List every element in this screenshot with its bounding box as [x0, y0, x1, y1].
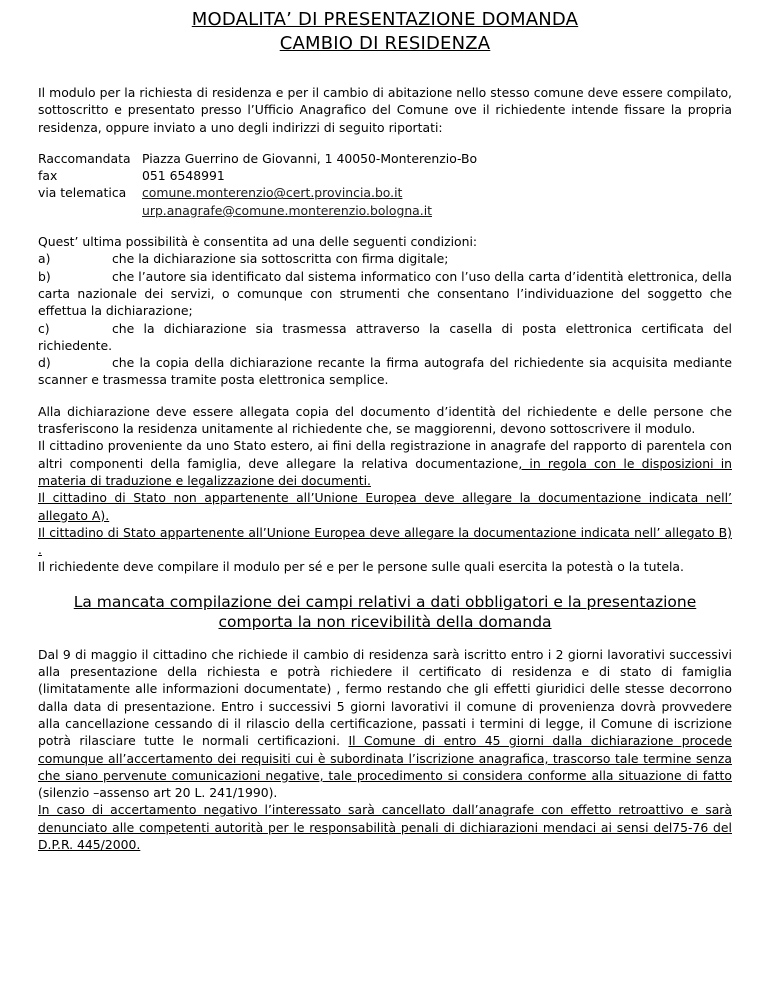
mandatory-notice [38, 592, 732, 632]
final-paragraph: Dal 9 di maggio il cittadino che richiede il cambio di residenza sarà iscritto entro i 2 giorni lavorativi successivi alla presentazione della richiesta e potrà richiedere il certificato di residenza e di stato di famiglia (limitatamente alle informazioni documentate) , fermo restando che gli effetti giuridici delle stesse decorrono dalla data di presentazione. Entro i successivi 5 giorni lavorativi il comune di provenienza dovrà provvedere alla cancellazione cessando di il rilascio della certificazione, passati i termini di legge, il Comune di iscrizione potrà rilasciare tutte le normali certificazioni. Il Comune di entro 45 giorni dalla dichiarazione procede comunque all’accertamento dei requisiti cui è subordinata l’iscrizione anagrafica, trascorso tale termine senza che siano pervenute comunicazioni negative, tale procedimento si considera conforme alla situazione di fatto (silenzio –assenso art 20 L. 241/1990). [38, 646, 732, 801]
conditions-intro: Quest’ ultima possibilità è consentita ad una delle seguenti condizioni: [38, 234, 478, 250]
email-link-urp[interactable]: urp.anagrafe@comune.monterenzio.bologna.it [142, 202, 432, 218]
contact-label-fax: fax [38, 168, 58, 184]
tutela-paragraph: Il richiedente deve compilare il modulo per sé e per le persone sulle quali esercita la potestà o la tutela. [38, 559, 684, 575]
condition-a: a) che la dichiarazione sia sottoscritta con firma digitale; [38, 251, 449, 267]
page-title-line2: CAMBIO DI RESIDENZA [279, 33, 491, 54]
contact-value-address: Piazza Guerrino de Giovanni, 1 40050-Monterenzio-Bo [142, 150, 478, 166]
non-ue-paragraph: Il cittadino di Stato non appartenente all’Unione Europea deve allegare la documentazione indicata nell’ allegato A). [38, 490, 732, 523]
contact-label-raccomandata: Raccomandata [38, 150, 131, 166]
ue-paragraph: Il cittadino di Stato appartenente all’Unione Europea deve allegare la documentazione indicata nell’ allegato B) . [38, 524, 732, 558]
condition-c: c) che la dichiarazione sia trasmessa attraverso la casella di posta elettronica certificata del richiedente. [38, 320, 732, 353]
negative-check-paragraph: In caso di accertamento negativo l’interessato sarà cancellato dall’anagrafe con effetto retroattivo e sarà denunciato alle competenti autorità per le responsabilità penali di dichiarazioni mendaci ai sensi del75-76 del D.P.R. 445/2000. [38, 802, 732, 852]
condition-b: b) che l’autore sia identificato dal sistema informatico con l’uso della carta d’identità elettronica, della carta nazionale dei servizi, o comunque con strumenti che consentano l’individuazione del soggetto che effettua la dichiarazione; [38, 268, 732, 319]
allegata-paragraph: Alla dichiarazione deve essere allegata copia del documento d’identità del richiedente e delle persone che trasferiscono la residenza unitamente al richiedente che, se maggiorenni, devono sottoscrivere il modulo. [38, 403, 732, 437]
intro-paragraph: Il modulo per la richiesta di residenza e per il cambio di abitazione nello stesso comune deve essere compilato, sottoscritto e presentato presso l’Ufficio Anagrafico del Comune ove il richiedente intende fissare la propria residenza, oppure inviato a uno degli indirizzi di seguito riportati: [38, 85, 732, 135]
page-title-line1: MODALITA’ DI PRESENTAZIONE DOMANDA [191, 9, 579, 30]
condition-d: d) che la copia della dichiarazione recante la firma autografa del richiedente sia acquisita mediante scanner e trasmessa tramite posta elettronica semplice. [38, 355, 732, 388]
estero-paragraph: Il cittadino proveniente da uno Stato estero, ai fini della registrazione in anagrafe del rapporto di parentela con altri componenti della famiglia, deve allegare la relativa documentazione, in regola con le disposizioni in materia di traduzione e legalizzazione dei documenti. [38, 438, 732, 488]
notice-line2: comporta la non ricevibilità della domanda [218, 612, 552, 631]
notice-line1: La mancata compilazione dei campi relativi a dati obbligatori e la presentazione [73, 592, 697, 611]
email-link-pec[interactable]: comune.monterenzio@cert.provincia.bo.it [142, 185, 403, 201]
contact-label-telematica: via telematica [38, 185, 127, 201]
contacts-list [38, 150, 732, 219]
contact-value-fax: 051 6548991 [142, 168, 225, 184]
